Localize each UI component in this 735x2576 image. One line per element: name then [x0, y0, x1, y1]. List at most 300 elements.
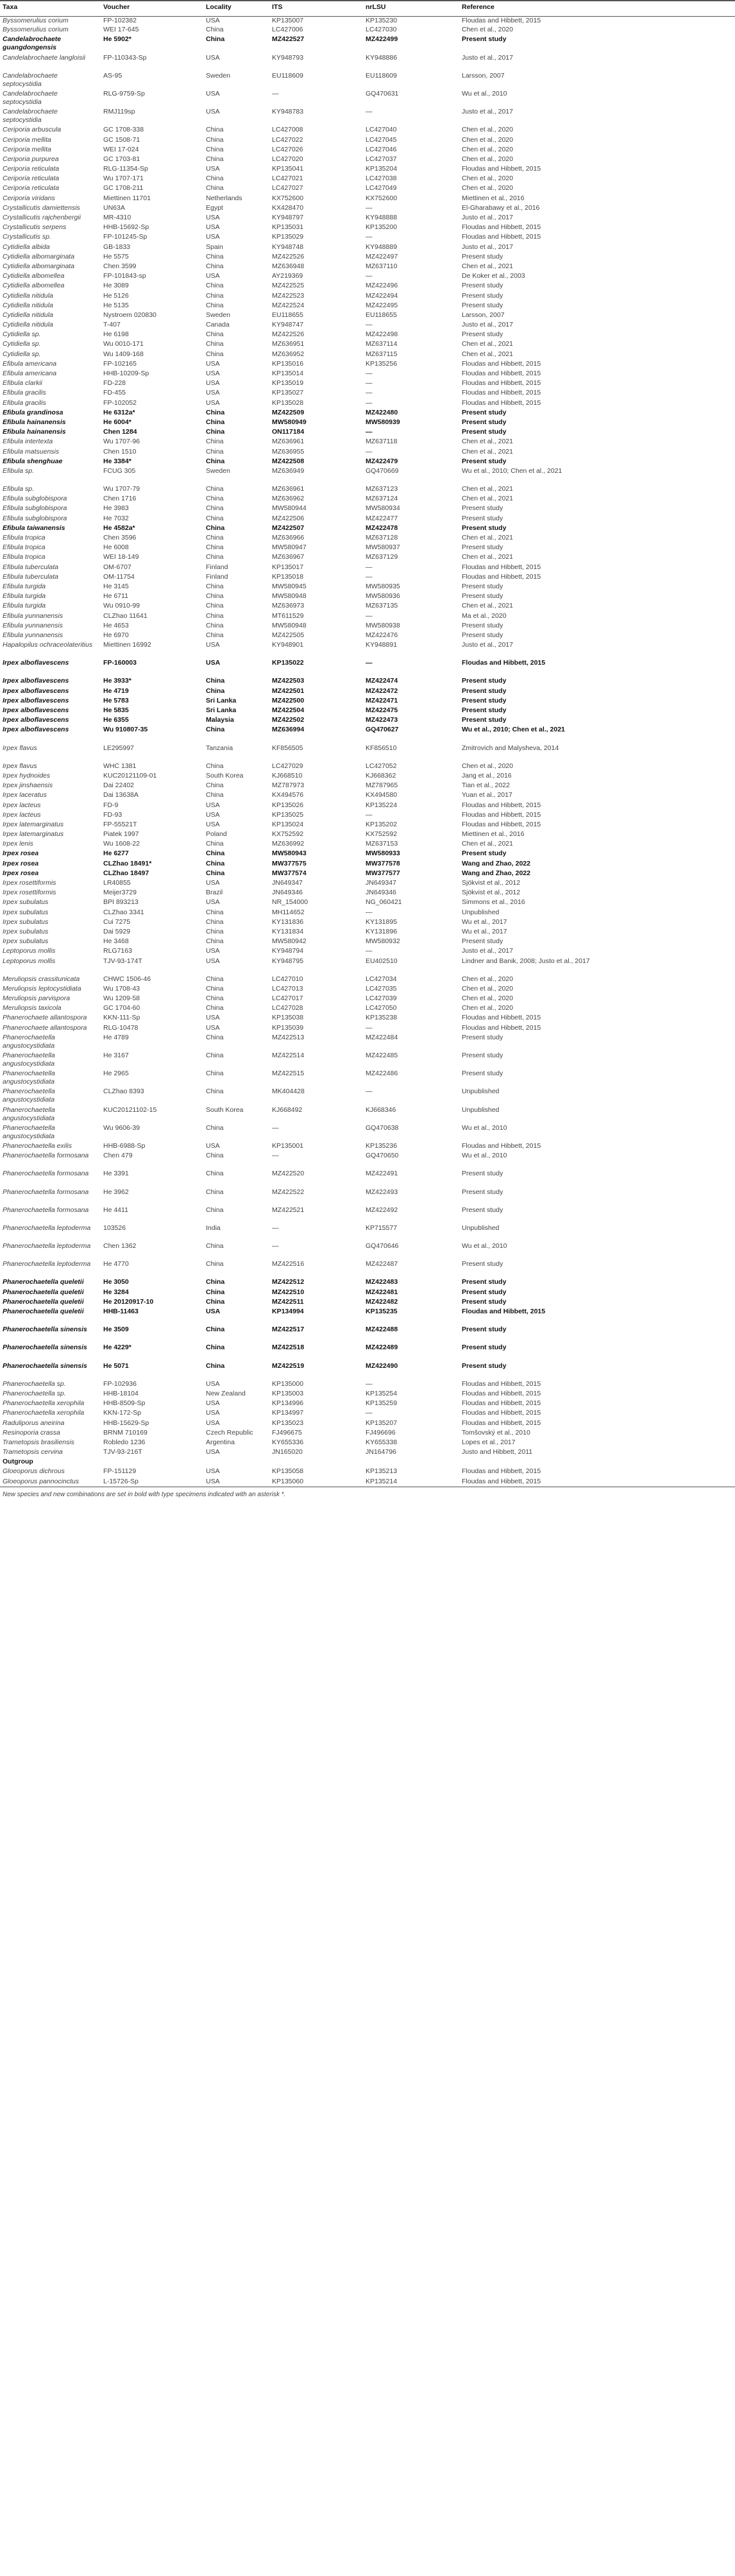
- cell-nrlsu: GQ470669: [366, 466, 399, 475]
- cell-nrlsu: MZ422491: [366, 1170, 398, 1178]
- cell-its: MZ636966: [272, 534, 305, 542]
- cell-locality: China: [206, 677, 225, 685]
- table-row: [0, 409, 735, 418]
- cell-locality: USA: [206, 1141, 220, 1150]
- cell-its: KP134994: [272, 1308, 304, 1315]
- cell-taxon: Raduliporus aneirina: [3, 1419, 65, 1427]
- cell-taxon: Cytidiella albomellea: [3, 282, 65, 290]
- cell-taxon: Phanerochaetella leptoderma: [3, 1224, 91, 1232]
- cell-reference: Present study: [462, 1326, 507, 1334]
- cell-its: MW580948: [272, 621, 307, 629]
- table-row: [0, 1429, 735, 1438]
- cell-nrlsu: LC427037: [366, 155, 397, 163]
- cell-voucher: CLZhao 18491*: [103, 859, 152, 867]
- cell-nrlsu: MZ422487: [366, 1260, 398, 1268]
- table-row: [0, 706, 735, 716]
- cell-voucher: FD-228: [103, 379, 126, 388]
- cell-reference: Lindner and Banik, 2008; Justo et al., 2017: [462, 957, 590, 965]
- cell-reference: Floudas and Hibbett, 2015: [462, 572, 541, 581]
- cell-voucher: LE295997: [103, 744, 134, 752]
- cell-nrlsu: —: [366, 272, 373, 280]
- cell-taxon: Phanerochaetella angustocystidiata: [3, 1123, 55, 1140]
- cell-reference: Wu et al., 2010; Chen et al., 2021: [462, 726, 565, 734]
- cell-locality: China: [206, 791, 224, 799]
- cell-voucher: Wu 1209-58: [103, 994, 140, 1003]
- table-row: [0, 908, 735, 918]
- cell-taxon: Irpex alboflavescens: [3, 659, 69, 667]
- cell-taxon: Ceriporia viridans: [3, 194, 55, 202]
- cell-taxon: Byssomerulius corium: [3, 26, 69, 34]
- cell-its: MZ422523: [272, 291, 305, 300]
- cell-reference: Present study: [462, 716, 507, 724]
- cell-voucher: RLG7163: [103, 947, 132, 955]
- table-row: [0, 175, 735, 184]
- cell-voucher: He 5835: [103, 706, 129, 714]
- table-row: [0, 801, 735, 811]
- cell-nrlsu: —: [366, 1379, 373, 1388]
- table-row: [0, 321, 735, 330]
- cell-its: FJ496675: [272, 1428, 302, 1437]
- cell-its: KP135022: [272, 659, 304, 667]
- cell-taxon: Ceriporia mellita: [3, 145, 51, 153]
- cell-taxon: Irpex alboflavescens: [3, 716, 69, 724]
- cell-taxon: Irpex rosettiformis: [3, 889, 56, 897]
- cell-its: KP135027: [272, 389, 304, 397]
- cell-taxon: Phanerochaetella angustocystidiata: [3, 1052, 55, 1068]
- table-row: [0, 947, 735, 957]
- cell-nrlsu: MZ422489: [366, 1343, 398, 1352]
- cell-voucher: KKN-111-Sp: [103, 1014, 140, 1022]
- cell-reference: Tomšovský et al., 2010: [462, 1428, 530, 1437]
- cell-reference: Present study: [462, 592, 503, 601]
- table-row: [0, 108, 735, 126]
- cell-voucher: Wu 910807-35: [103, 726, 148, 734]
- cell-locality: USA: [206, 398, 220, 407]
- cell-voucher: He 4719: [103, 687, 129, 695]
- cell-voucher: CLZhao 8393: [103, 1088, 144, 1096]
- cell-nrlsu: MZ637118: [366, 438, 398, 446]
- table-row: [0, 592, 735, 602]
- cell-its: KY948795: [272, 957, 304, 965]
- cell-voucher: FP-110343-Sp: [103, 53, 147, 62]
- cell-reference: Present study: [462, 524, 507, 532]
- cell-its: JN649347: [272, 879, 303, 887]
- cell-voucher: GC 1508-71: [103, 135, 140, 144]
- cell-its: MW580947: [272, 543, 307, 552]
- cell-taxon: Phanerochaetella queletii: [3, 1288, 84, 1296]
- cell-nrlsu: —: [366, 563, 373, 571]
- table-row: [0, 1288, 735, 1298]
- cell-nrlsu: LC427050: [366, 1004, 397, 1012]
- cell-locality: India: [206, 1224, 221, 1232]
- cell-reference: Wang and Zhao, 2022: [462, 869, 530, 877]
- cell-voucher: UN63A: [103, 203, 125, 212]
- cell-voucher: He 5135: [103, 301, 129, 309]
- cell-nrlsu: MZ422486: [366, 1070, 398, 1078]
- cell-nrlsu: NG_060421: [366, 898, 402, 907]
- cell-voucher: GC 1708-211: [103, 184, 144, 192]
- cell-taxon: Resinoporia crassa: [3, 1428, 60, 1437]
- cell-nrlsu: MZ422494: [366, 291, 398, 300]
- cell-reference: Floudas and Hibbett, 2015: [462, 810, 541, 819]
- cell-taxon: Irpex latemarginatus: [3, 830, 64, 839]
- cell-locality: USA: [206, 947, 220, 955]
- table-row: [0, 495, 735, 504]
- cell-locality: USA: [206, 1419, 220, 1427]
- cell-nrlsu: KP135256: [366, 359, 398, 368]
- cell-nrlsu: MZ637114: [366, 340, 398, 348]
- cell-locality: Finland: [206, 563, 228, 571]
- table-row: [0, 136, 735, 146]
- cell-taxon: Efibula yunnanensis: [3, 611, 63, 620]
- cell-taxon: Efibula subglobispora: [3, 504, 67, 513]
- cell-reference: Floudas and Hibbett, 2015: [462, 659, 546, 667]
- table-row: [0, 194, 735, 204]
- cell-locality: Brazil: [206, 889, 223, 897]
- cell-voucher: Wu 0010-171: [103, 340, 144, 348]
- cell-nrlsu: MW580934: [366, 504, 400, 513]
- table-footnote: New species and new combinations are set in bold with type specimens indicated with an asterisk *.: [3, 1491, 286, 1499]
- cell-voucher: CLZhao 18497: [103, 869, 149, 877]
- cell-reference: Present study: [462, 621, 503, 629]
- cell-voucher: MR-4310: [103, 214, 131, 221]
- cell-voucher: Wu 1707-79: [103, 485, 140, 493]
- cell-voucher: Wu 1707-171: [103, 175, 144, 183]
- table-row: [0, 879, 735, 889]
- cell-its: KY948797: [272, 214, 304, 221]
- cell-nrlsu: JN649346: [366, 889, 396, 897]
- cell-its: KX428470: [272, 203, 304, 212]
- cell-voucher: He 3509: [103, 1326, 129, 1334]
- cell-its: KP135001: [272, 1141, 304, 1150]
- cell-voucher: He 3391: [103, 1170, 129, 1178]
- cell-taxon: Ceriporia arbuscula: [3, 126, 62, 134]
- cell-taxon: Irpex alboflavescens: [3, 726, 69, 734]
- cell-its: MZ422526: [272, 330, 305, 339]
- cell-taxon: Irpex laceratus: [3, 791, 47, 799]
- cell-its: MZ636949: [272, 466, 305, 475]
- cell-nrlsu: KY948891: [366, 641, 398, 649]
- cell-taxon: Phanerochaetella leptoderma: [3, 1242, 91, 1250]
- cell-voucher: GC 1703-81: [103, 155, 140, 163]
- cell-reference: Chen et al., 2021: [462, 553, 513, 561]
- cell-voucher: BPI 893213: [103, 898, 139, 907]
- cell-taxon: Phanerochaetella xerophila: [3, 1399, 85, 1408]
- cell-its: KP135019: [272, 379, 304, 388]
- cell-taxon: Irpex subulatus: [3, 908, 49, 916]
- cell-taxon: Phanerochaetella queletii: [3, 1278, 84, 1286]
- cell-voucher: L-15726-Sp: [101, 1478, 203, 1487]
- cell-voucher: CLZhao 3341: [103, 908, 144, 916]
- cell-voucher: He 3983: [103, 504, 129, 513]
- table-row: [0, 1004, 735, 1014]
- cell-its: —: [272, 1123, 279, 1132]
- cell-reference: Present study: [462, 1170, 503, 1178]
- cell-nrlsu: LC427034: [366, 975, 397, 983]
- cell-its: MZ422510: [272, 1288, 305, 1296]
- cell-its: LC427028: [272, 1004, 303, 1012]
- cell-its: KP135024: [272, 820, 304, 828]
- cell-voucher: GC 1704-60: [103, 1004, 140, 1012]
- cell-voucher: HHB-18104: [103, 1389, 139, 1397]
- cell-taxon: Efibula tuberculata: [3, 563, 58, 571]
- cell-taxon: Phanerochaetella leptoderma: [3, 1260, 91, 1268]
- cell-nrlsu: EU402510: [366, 957, 398, 965]
- cell-locality: Poland: [206, 830, 227, 839]
- cell-voucher: T-407: [103, 321, 121, 329]
- cell-taxon: Hapalopilus ochraceolateritius: [3, 641, 93, 649]
- cell-nrlsu: KP135202: [366, 820, 398, 828]
- table-row: [0, 583, 735, 592]
- cell-taxon: Ceriporia reticulata: [3, 175, 60, 183]
- cell-reference: Present study: [462, 543, 503, 552]
- cell-nrlsu: MW580935: [366, 582, 400, 590]
- cell-taxon: Meruliopsis leptocystidiata: [3, 984, 81, 993]
- cell-reference: Present study: [462, 330, 503, 339]
- cell-voucher: He 3145: [103, 582, 129, 590]
- cell-voucher: WEI 18-149: [103, 553, 139, 561]
- cell-voucher: TJV-93-216T: [103, 1448, 142, 1456]
- cell-voucher: Wu 0910-99: [103, 602, 140, 610]
- cell-reference: Present study: [462, 282, 503, 290]
- table-row: [0, 253, 735, 262]
- cell-its: LC427010: [272, 975, 303, 983]
- cell-its: LC427017: [272, 994, 303, 1003]
- cell-taxon: Cytidiella sp.: [3, 330, 41, 339]
- cell-reference: Floudas and Hibbett, 2015: [462, 563, 541, 571]
- cell-nrlsu: MW580937: [366, 543, 400, 552]
- cell-locality: China: [206, 849, 225, 858]
- cell-nrlsu: —: [366, 1023, 373, 1032]
- cell-taxon: Efibula tropica: [3, 553, 46, 561]
- cell-nrlsu: EU118655: [366, 311, 397, 319]
- cell-nrlsu: LC427038: [366, 175, 397, 183]
- cell-locality: China: [206, 252, 224, 260]
- table-row: [0, 1070, 735, 1088]
- table-row: [0, 146, 735, 155]
- cell-taxon: Leptoporus mollis: [3, 957, 56, 965]
- cell-taxon: Irpex flavus: [3, 744, 37, 752]
- cell-voucher: He 3933*: [103, 677, 131, 685]
- cell-voucher: Cui 7275: [103, 917, 131, 926]
- cell-locality: China: [206, 428, 225, 436]
- cell-voucher: He 6970: [103, 631, 129, 639]
- cell-voucher: He 4789: [103, 1033, 129, 1041]
- cell-nrlsu: LC427049: [366, 184, 397, 192]
- cell-reference: Floudas and Hibbett, 2015: [462, 389, 541, 397]
- cell-its: MZ422506: [272, 514, 305, 522]
- cell-taxon: Irpex alboflavescens: [3, 696, 69, 704]
- cell-locality: Egypt: [206, 203, 223, 212]
- cell-its: —: [272, 1152, 279, 1160]
- table-row: [0, 697, 735, 706]
- table-row: [0, 165, 735, 175]
- cell-reference: Present study: [462, 428, 507, 436]
- cell-its: MZ422515: [272, 1070, 305, 1078]
- cell-taxon: Efibula subglobispora: [3, 495, 67, 503]
- table-row: [0, 1024, 735, 1034]
- cell-locality: USA: [206, 1379, 220, 1388]
- table-row: [0, 292, 735, 302]
- cell-locality: China: [206, 340, 224, 348]
- cell-locality: China: [206, 917, 224, 926]
- cell-voucher: BRNM 710169: [103, 1428, 148, 1437]
- cell-voucher: WEI 17-024: [103, 145, 139, 153]
- cell-locality: Canada: [206, 321, 230, 329]
- cell-voucher: Dai 5929: [103, 927, 131, 935]
- cell-locality: China: [206, 514, 224, 522]
- cell-nrlsu: —: [366, 428, 373, 436]
- cell-its: KP135039: [272, 1023, 304, 1032]
- cell-locality: China: [206, 937, 224, 946]
- cell-taxon: Leptoporus mollis: [3, 947, 56, 955]
- cell-taxon: Efibula tropica: [3, 543, 46, 552]
- cell-nrlsu: GQ470638: [366, 1123, 399, 1132]
- cell-nrlsu: —: [366, 389, 373, 397]
- cell-its: —: [272, 89, 279, 98]
- cell-voucher: Chen 1284: [103, 428, 137, 436]
- cell-nrlsu: JN649347: [366, 879, 396, 887]
- cell-its: KF856505: [272, 744, 303, 752]
- cell-locality: USA: [206, 233, 220, 241]
- cell-its: KP134997: [272, 1409, 304, 1417]
- cell-voucher: He 6008: [103, 543, 129, 552]
- cell-taxon: Crystallicutis rajchenbergii: [3, 214, 81, 221]
- cell-nrlsu: MW580938: [366, 621, 400, 629]
- cell-reference: Present study: [462, 1188, 503, 1196]
- cell-locality: China: [206, 1343, 225, 1352]
- cell-its: MZ422516: [272, 1260, 305, 1268]
- table-row: [0, 1106, 735, 1124]
- cell-taxon: Efibula turgida: [3, 582, 46, 590]
- cell-reference: Unpublished: [462, 1224, 500, 1232]
- table-row: [0, 543, 735, 553]
- cell-its: MZ636961: [272, 485, 305, 493]
- table-row: [0, 26, 735, 35]
- cell-locality: China: [206, 504, 224, 513]
- table-row: [0, 233, 735, 243]
- cell-locality: USA: [206, 659, 221, 667]
- cell-locality: China: [206, 145, 224, 153]
- cell-nrlsu: —: [366, 203, 373, 212]
- cell-its: MZ422508: [272, 457, 305, 465]
- cell-nrlsu: MW377577: [366, 869, 400, 877]
- table-row: [0, 302, 735, 311]
- cell-nrlsu: KY655338: [366, 1438, 398, 1446]
- cell-taxon: Phanerochaetella formosana: [3, 1152, 89, 1160]
- cell-nrlsu: MZ422484: [366, 1033, 398, 1041]
- cell-nrlsu: MZ422483: [366, 1278, 398, 1286]
- table-row: [0, 553, 735, 563]
- cell-reference: Justo et al., 2017: [462, 243, 513, 251]
- cell-locality: China: [206, 611, 224, 620]
- table-row: [0, 457, 735, 467]
- cell-voucher: FD-9: [103, 801, 119, 809]
- cell-taxon: Efibula shenghuae: [3, 457, 63, 465]
- cell-locality: USA: [206, 108, 220, 116]
- cell-voucher: Chen 479: [103, 1152, 133, 1160]
- cell-its: KY948901: [272, 641, 304, 649]
- cell-locality: China: [206, 1004, 224, 1012]
- cell-voucher: FD-93: [103, 810, 122, 819]
- cell-voucher: He 5126: [103, 291, 129, 300]
- cell-nrlsu: —: [366, 447, 373, 456]
- cell-nrlsu: —: [366, 321, 373, 329]
- cell-taxon: Crystallicutis damiettensis: [3, 203, 80, 212]
- cell-its: KX494576: [272, 791, 304, 799]
- cell-voucher: AS-95: [103, 71, 122, 80]
- cell-its: EU118655: [272, 311, 303, 319]
- cell-locality: Sweden: [206, 311, 230, 319]
- cell-nrlsu: MZ422498: [366, 330, 398, 339]
- table-row: [0, 811, 735, 821]
- table-row: [0, 1438, 735, 1448]
- cell-its: LC427022: [272, 135, 303, 144]
- cell-reference: Yuan et al., 2017: [462, 791, 512, 799]
- header-row: [0, 1, 735, 16]
- cell-nrlsu: MZ422496: [366, 282, 398, 290]
- table-row: [0, 1343, 735, 1361]
- cell-locality: New Zealand: [206, 1389, 246, 1397]
- cell-taxon: Cytidiella albomarginata: [3, 252, 75, 260]
- table-row: [0, 985, 735, 994]
- cell-voucher: KUC20121102-15: [103, 1105, 157, 1114]
- table-row: [0, 781, 735, 791]
- cell-reference: Floudas and Hibbett, 2015: [462, 233, 541, 241]
- cell-taxon: Phanerochaetella sinensis: [3, 1343, 87, 1352]
- cell-voucher: OM-6707: [103, 563, 131, 571]
- cell-reference: Present study: [462, 1297, 507, 1306]
- cell-nrlsu: KP135204: [366, 165, 398, 173]
- cell-taxon: Irpex subulatus: [3, 937, 49, 946]
- table-row: [0, 869, 735, 879]
- cell-voucher: Wu 1708-43: [103, 984, 140, 993]
- header-locality: Locality: [203, 1, 269, 16]
- cell-locality: China: [206, 301, 224, 309]
- cell-its: MW377574: [272, 869, 307, 877]
- header-voucher: Voucher: [101, 1, 203, 16]
- cell-reference: Wu et al., 2017: [462, 917, 507, 926]
- outgroup-row: [0, 1458, 735, 1467]
- cell-locality: China: [206, 126, 224, 134]
- cell-locality: China: [206, 1123, 224, 1132]
- cell-reference: Present study: [462, 291, 503, 300]
- cell-nrlsu: MZ637110: [366, 262, 398, 270]
- cell-reference: Justo et al., 2017: [462, 108, 513, 116]
- table-row: [0, 726, 735, 744]
- table-row: [0, 1206, 735, 1224]
- cell-locality: Sweden: [206, 466, 230, 475]
- table-row: [0, 534, 735, 543]
- cell-locality: USA: [206, 379, 220, 388]
- cell-reference: Chen et al., 2020: [462, 26, 513, 34]
- cell-reference: El-Gharabawy et al., 2016: [462, 203, 540, 212]
- cell-voucher: HHB-15692-Sp: [103, 223, 149, 232]
- table-row: [0, 54, 735, 72]
- cell-taxon: Ceriporia reticulata: [3, 165, 60, 173]
- cell-locality: USA: [203, 1478, 269, 1487]
- cell-its: MZ636994: [272, 726, 305, 734]
- cell-reference: De Koker et al., 2003: [462, 272, 525, 280]
- cell-its: MZ636967: [272, 553, 305, 561]
- cell-taxon: Irpex latemarginatus: [3, 820, 64, 828]
- cell-reference: Wu et al., 2010; Chen et al., 2021: [462, 466, 562, 475]
- cell-locality: China: [206, 155, 224, 163]
- cell-locality: Argentina: [206, 1438, 235, 1446]
- table-row: [0, 1362, 735, 1380]
- cell-voucher: He 4411: [103, 1206, 128, 1214]
- cell-voucher: WHC 1381: [103, 762, 137, 770]
